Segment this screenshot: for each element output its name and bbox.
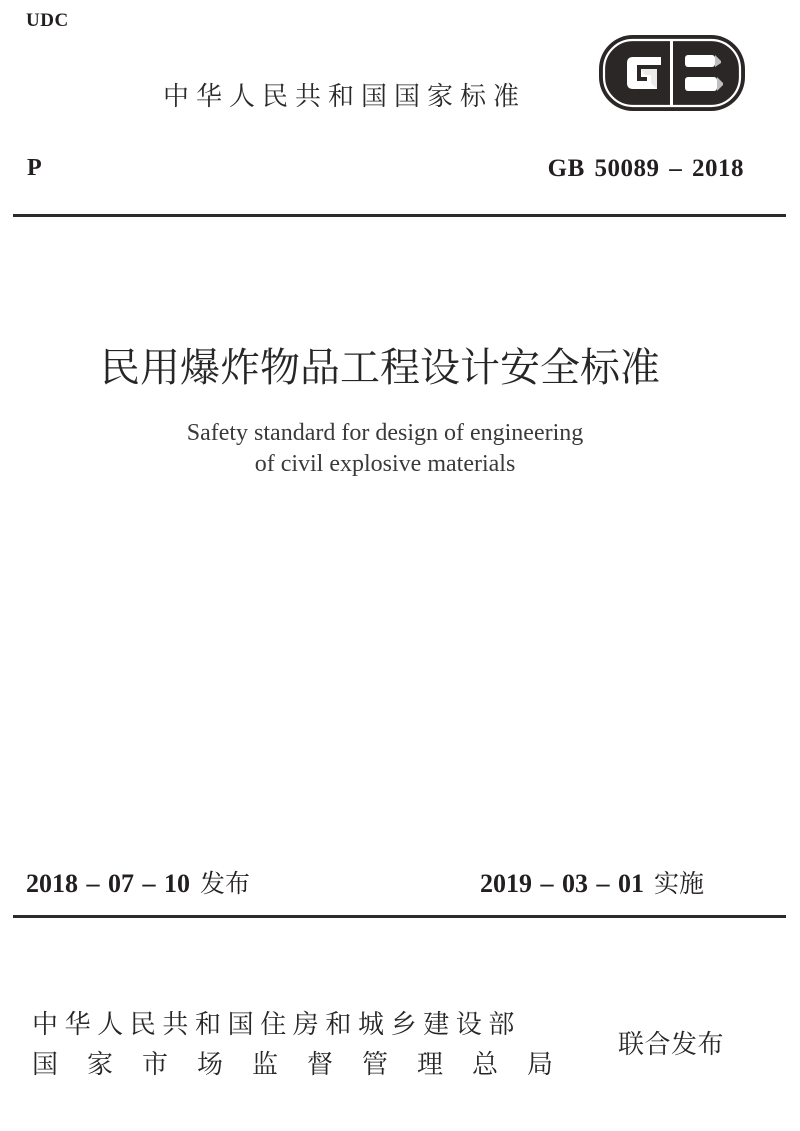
implementation-date: 2019 – 03 – 01 bbox=[480, 869, 644, 898]
title-english bbox=[0, 418, 770, 480]
publisher-administration: 国家市场监督管理总局 bbox=[32, 1050, 583, 1080]
standard-number: GB 50089 – 2018 bbox=[547, 155, 744, 182]
gb-logo-icon bbox=[597, 33, 747, 113]
national-standard-heading: 中华人民共和国国家标准 bbox=[163, 82, 527, 112]
top-divider bbox=[13, 214, 786, 217]
issue-label: 发布 bbox=[200, 869, 251, 898]
bottom-divider bbox=[13, 915, 786, 918]
implementation-label: 实施 bbox=[654, 869, 705, 898]
issue-date: 2018 – 07 – 10 bbox=[26, 869, 190, 898]
title-chinese: 民用爆炸物品工程设计安全标准 bbox=[100, 345, 660, 391]
title-english-line1: Safety standard for design of engineering bbox=[186, 420, 584, 446]
udc-label: UDC bbox=[26, 10, 69, 31]
joint-release-label: 联合发布 bbox=[618, 1030, 725, 1060]
classification-code: P bbox=[27, 155, 42, 181]
issue-date-row bbox=[26, 864, 250, 900]
title-english-line2: of civil explosive materials bbox=[254, 451, 516, 477]
publisher-ministry: 中华人民共和国住房和城乡建设部 bbox=[32, 1010, 522, 1040]
implementation-date-row bbox=[480, 864, 704, 900]
